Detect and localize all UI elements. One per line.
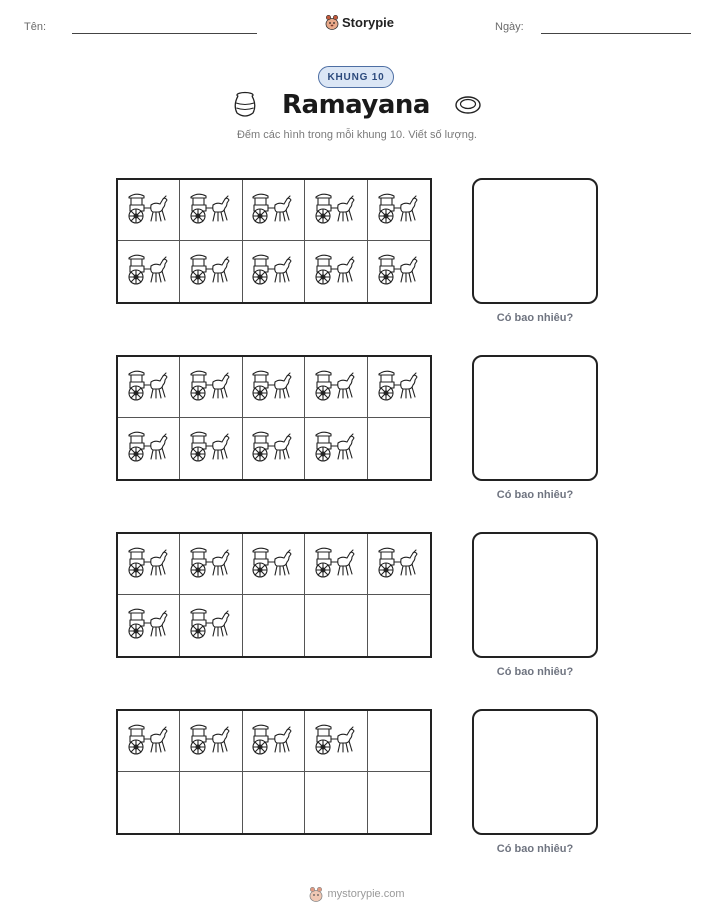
chariot-icon	[251, 722, 295, 761]
ten-frame-cell	[243, 534, 305, 595]
chariot-icon	[189, 545, 233, 584]
worksheet-title: Ramayana	[282, 90, 430, 120]
chariot-icon	[127, 722, 171, 761]
chariot-icon	[251, 191, 295, 230]
chariot-icon	[127, 606, 171, 645]
ten-frame-cell	[180, 418, 242, 479]
how-many-label: Có bao nhiêu?	[496, 312, 574, 324]
footer-url: mystorypie.com	[327, 888, 405, 900]
chariot-icon	[189, 722, 233, 761]
chariot-icon	[251, 429, 295, 468]
ten-frame-cell	[118, 534, 180, 595]
chariot-icon	[127, 368, 171, 407]
ten-frame-cell	[243, 772, 305, 833]
chariot-icon	[251, 545, 295, 584]
footer	[0, 886, 714, 902]
ten-frame-cell	[180, 595, 242, 656]
answer-box[interactable]	[472, 532, 598, 658]
chariot-icon	[189, 191, 233, 230]
ten-frame-cell	[305, 711, 367, 772]
chariot-icon	[314, 368, 358, 407]
chariot-icon	[314, 429, 358, 468]
ten-frame-cell	[305, 241, 367, 302]
ten-frame-cell	[243, 357, 305, 418]
ten-frame-cell	[118, 418, 180, 479]
ten-frame-cell	[368, 595, 430, 656]
name-label: Tên:	[24, 21, 47, 33]
ten-frame-cell	[243, 180, 305, 241]
ten-frame-cell	[305, 418, 367, 479]
name-line[interactable]	[72, 33, 257, 34]
chariot-icon	[189, 429, 233, 468]
storypie-mascot-icon	[325, 14, 339, 30]
chariot-icon	[251, 368, 295, 407]
chariot-icon	[127, 545, 171, 584]
ten-frame-cell	[305, 180, 367, 241]
chariot-icon	[189, 606, 233, 645]
chariot-icon	[189, 368, 233, 407]
chariot-icon	[314, 722, 358, 761]
chariot-icon	[314, 252, 358, 291]
ten-frame-cell	[180, 534, 242, 595]
ten-frame-cell	[305, 357, 367, 418]
instructions: Đếm các hình trong mỗi khung 10. Viết số lượng.	[236, 129, 477, 141]
ten-frame-cell	[368, 241, 430, 302]
answer-box[interactable]	[472, 709, 598, 835]
ten-frame-cell	[118, 595, 180, 656]
ten-frame-cell	[368, 357, 430, 418]
ten-frame-cell	[305, 534, 367, 595]
storypie-mascot-icon	[309, 886, 323, 902]
pot-icon	[232, 91, 258, 119]
chariot-icon	[377, 545, 421, 584]
ten-frame-cell	[118, 357, 180, 418]
ten-frame-cell	[118, 241, 180, 302]
ten-frame-cell	[243, 418, 305, 479]
how-many-label: Có bao nhiêu?	[496, 666, 574, 678]
ten-frame-cell	[305, 595, 367, 656]
ten-frame	[116, 355, 432, 481]
how-many-label: Có bao nhiêu?	[496, 843, 574, 855]
worksheet-badge: KHUNG 10	[318, 66, 394, 88]
ten-frame-cell	[368, 180, 430, 241]
chariot-icon	[127, 252, 171, 291]
chariot-icon	[189, 252, 233, 291]
ten-frame-cell	[180, 241, 242, 302]
ten-frame-cell	[243, 595, 305, 656]
ten-frame-cell	[118, 180, 180, 241]
chariot-icon	[127, 191, 171, 230]
chariot-icon	[377, 191, 421, 230]
ten-frame-cell	[180, 357, 242, 418]
ten-frame-cell	[243, 241, 305, 302]
ten-frame-cell	[368, 711, 430, 772]
date-line[interactable]	[541, 33, 691, 34]
chariot-icon	[127, 429, 171, 468]
ten-frame-cell	[368, 772, 430, 833]
answer-box[interactable]	[472, 355, 598, 481]
answer-box[interactable]	[472, 178, 598, 304]
ten-frame-cell	[180, 772, 242, 833]
chariot-icon	[314, 545, 358, 584]
ten-frame	[116, 178, 432, 304]
chariot-icon	[251, 252, 295, 291]
ten-frame-cell	[118, 711, 180, 772]
brand-name: Storypie	[342, 14, 395, 30]
ten-frame-cell	[180, 180, 242, 241]
chariot-icon	[377, 368, 421, 407]
date-label: Ngày:	[495, 21, 524, 33]
ten-frame-cell	[180, 711, 242, 772]
ten-frame	[116, 532, 432, 658]
chariot-icon	[377, 252, 421, 291]
ten-frame-cell	[305, 772, 367, 833]
ten-frame-cell	[368, 418, 430, 479]
how-many-label: Có bao nhiêu?	[496, 489, 574, 501]
ten-frame-cell	[118, 772, 180, 833]
chariot-icon	[314, 191, 358, 230]
ten-frame-cell	[368, 534, 430, 595]
ring-icon	[454, 95, 482, 115]
ten-frame-cell	[243, 711, 305, 772]
title-row	[0, 90, 714, 120]
brand-logo	[325, 14, 394, 30]
ten-frame	[116, 709, 432, 835]
